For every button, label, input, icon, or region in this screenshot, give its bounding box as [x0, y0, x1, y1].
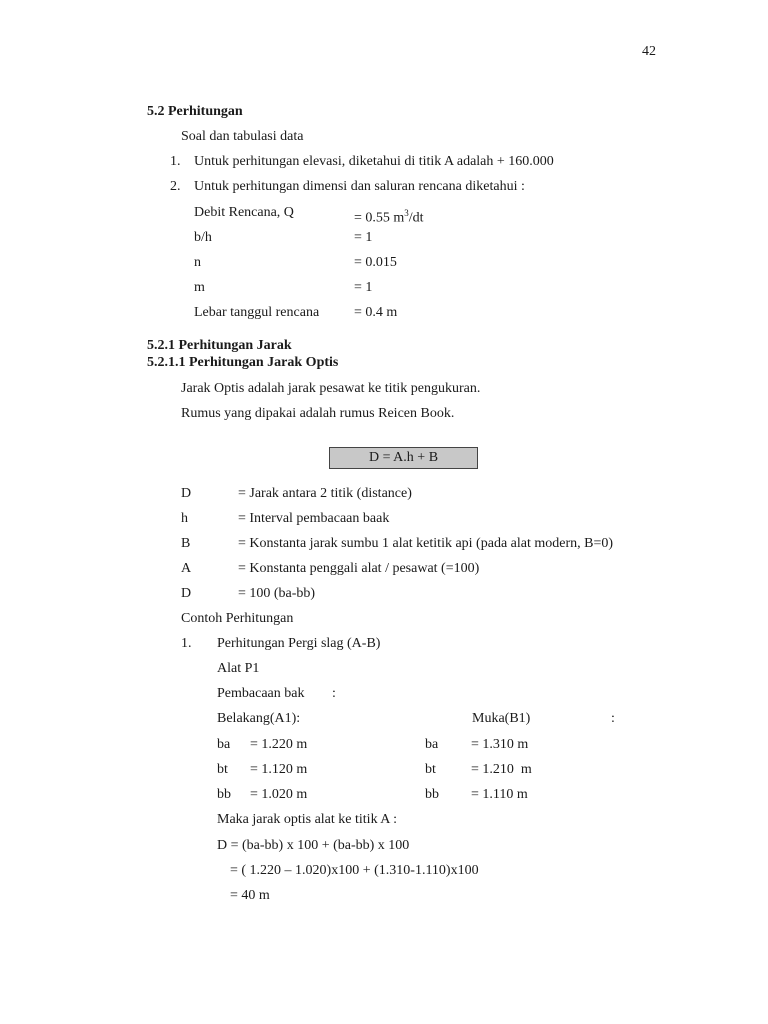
back-value: = 1.220 m: [250, 737, 308, 752]
reading-colon: :: [332, 686, 336, 701]
paragraph: Rumus yang dipakai adalah rumus Reicen Book.: [181, 406, 455, 421]
subsection-heading: 5.2.1 Perhitungan Jarak: [147, 338, 292, 353]
def-desc: = 100 (ba-bb): [238, 586, 316, 601]
intro-text: Soal dan tabulasi data: [181, 129, 304, 144]
param-label: Lebar tanggul rencana: [194, 305, 320, 320]
example-heading: Perhitungan Pergi slag (A-B): [217, 636, 381, 651]
back-value: = 1.120 m: [250, 762, 308, 777]
def-desc: = Interval pembacaan baak: [238, 511, 390, 526]
front-value: = 1.110 m: [471, 787, 528, 802]
back-key: bb: [217, 787, 231, 802]
front-key: bt: [425, 762, 436, 777]
back-value: = 1.020 m: [250, 787, 308, 802]
example-title: Contoh Perhitungan: [181, 611, 294, 626]
reading-label: Pembacaan bak: [217, 686, 305, 701]
list-number: 1.: [170, 154, 181, 169]
param-label: b/h: [194, 230, 212, 245]
def-desc: = Jarak antara 2 titik (distance): [238, 486, 412, 501]
param-value: = 1: [354, 230, 373, 245]
front-value: = 1.310 m: [471, 737, 529, 752]
back-label: Belakang(A1):: [217, 711, 301, 726]
def-symbol: D: [181, 486, 192, 501]
param-value: = 0.55 $m^3/dt$: [354, 208, 424, 226]
list-item: Untuk perhitungan elevasi, diketahui di titik A adalah + 160.000: [194, 154, 554, 169]
subsubsection-heading: 5.2.1.1 Perhitungan Jarak Optis: [147, 355, 339, 370]
front-value: = 1.210 m: [471, 762, 532, 777]
def-desc: = Konstanta penggali alat / pesawat (=100): [238, 561, 480, 576]
conclusion-text: Maka jarak optis alat ke titik A :: [217, 812, 398, 827]
param-value: = 0.015: [354, 255, 397, 270]
list-item: Untuk perhitungan dimensi dan saluran rencana diketahui :: [194, 179, 525, 194]
section-heading: 5.2 Perhitungan: [147, 104, 243, 119]
front-label: Muka(B1): [472, 711, 531, 726]
param-label: m: [194, 280, 205, 295]
calc-line: D = (ba-bb) x 100 + (ba-bb) x 100: [217, 838, 410, 853]
back-key: bt: [217, 762, 228, 777]
param-label: n: [194, 255, 201, 270]
calc-result: = 40 m: [230, 888, 270, 903]
tool-label: Alat P1: [217, 661, 260, 676]
example-number: 1.: [181, 636, 192, 651]
def-symbol: h: [181, 511, 188, 526]
list-number: 2.: [170, 179, 181, 194]
back-key: ba: [217, 737, 231, 752]
calc-line: = ( 1.220 – 1.020)x100 + (1.310-1.110)x100: [230, 863, 479, 878]
paragraph: Jarak Optis adalah jarak pesawat ke titik pengukuran.: [181, 381, 481, 396]
param-label: Debit Rencana, Q: [194, 205, 294, 220]
param-value: = 1: [354, 280, 373, 295]
def-desc: = Konstanta jarak sumbu 1 alat ketitik api (pada alat modern, B=0): [238, 536, 614, 551]
page-number: 42: [642, 44, 656, 59]
param-value: = 0.4 m: [354, 305, 398, 320]
front-colon: :: [611, 711, 615, 726]
front-key: bb: [425, 787, 439, 802]
formula-box: D = A.h + B: [329, 447, 478, 469]
def-symbol: A: [181, 561, 192, 576]
def-symbol: D: [181, 586, 192, 601]
front-key: ba: [425, 737, 439, 752]
def-symbol: B: [181, 536, 191, 551]
